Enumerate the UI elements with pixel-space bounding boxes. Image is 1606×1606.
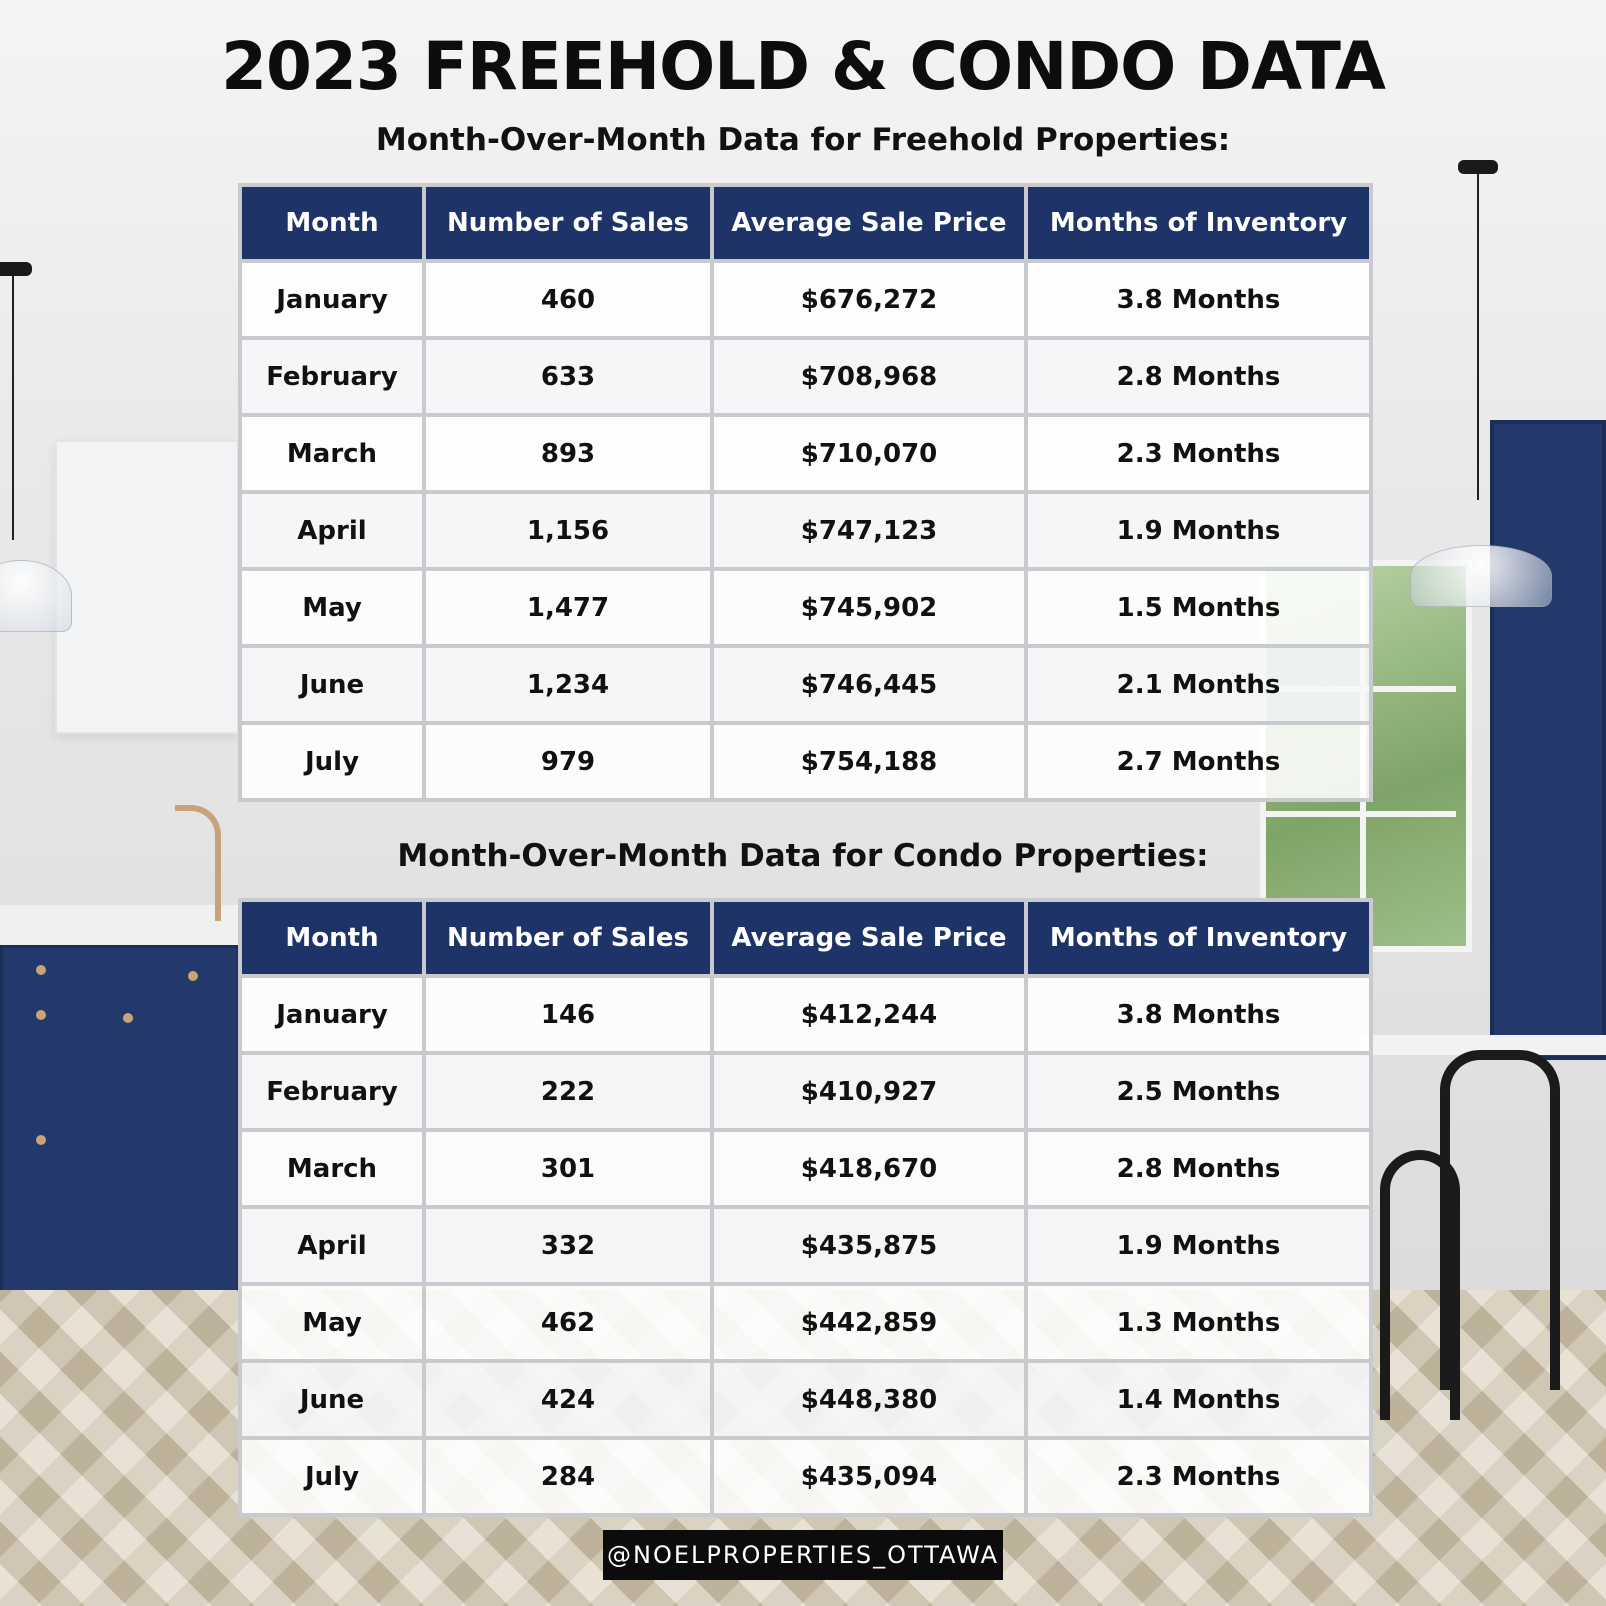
month-cell: May (240, 1284, 424, 1361)
column-header-month: Month (240, 900, 424, 976)
table-row (240, 976, 1371, 1053)
price-cell: $442,859 (712, 1284, 1026, 1361)
price-cell: $745,902 (712, 569, 1026, 646)
table-header-row (240, 185, 1371, 261)
sales-cell: 633 (424, 338, 712, 415)
table-row (240, 1053, 1371, 1130)
inventory-cell: 2.3 Months (1026, 1438, 1371, 1515)
month-cell: February (240, 338, 424, 415)
background-chair (1380, 1150, 1460, 1420)
pendant-cord (12, 270, 14, 540)
inventory-cell: 2.1 Months (1026, 646, 1371, 723)
price-cell: $448,380 (712, 1361, 1026, 1438)
inventory-cell: 1.9 Months (1026, 1207, 1371, 1284)
sales-cell: 222 (424, 1053, 712, 1130)
pendant-lamp-icon (1410, 545, 1552, 607)
inventory-cell: 1.9 Months (1026, 492, 1371, 569)
table-row (240, 1284, 1371, 1361)
month-cell: March (240, 1130, 424, 1207)
column-header-price: Average Sale Price (712, 185, 1026, 261)
month-cell: February (240, 1053, 424, 1130)
inventory-cell: 2.7 Months (1026, 723, 1371, 800)
table-row (240, 646, 1371, 723)
month-cell: March (240, 415, 424, 492)
column-header-month: Month (240, 185, 424, 261)
inventory-cell: 3.8 Months (1026, 261, 1371, 338)
price-cell: $676,272 (712, 261, 1026, 338)
price-cell: $746,445 (712, 646, 1026, 723)
month-cell: June (240, 1361, 424, 1438)
column-header-sales: Number of Sales (424, 185, 712, 261)
price-cell: $410,927 (712, 1053, 1026, 1130)
table-row (240, 1130, 1371, 1207)
inventory-cell: 1.4 Months (1026, 1361, 1371, 1438)
sales-cell: 301 (424, 1130, 712, 1207)
sales-cell: 1,234 (424, 646, 712, 723)
column-header-inventory: Months of Inventory (1026, 185, 1371, 261)
month-cell: June (240, 646, 424, 723)
condo-subtitle: Month-Over-Month Data for Condo Properties: (397, 838, 1209, 874)
sales-cell: 1,477 (424, 569, 712, 646)
column-header-price: Average Sale Price (712, 900, 1026, 976)
price-cell: $708,968 (712, 338, 1026, 415)
price-cell: $710,070 (712, 415, 1026, 492)
price-cell: $418,670 (712, 1130, 1026, 1207)
sales-cell: 284 (424, 1438, 712, 1515)
table-header-row (240, 900, 1371, 976)
condo-table (238, 898, 1373, 1517)
month-cell: July (240, 1438, 424, 1515)
table-row (240, 261, 1371, 338)
month-cell: May (240, 569, 424, 646)
month-cell: July (240, 723, 424, 800)
table-row (240, 569, 1371, 646)
price-cell: $754,188 (712, 723, 1026, 800)
inventory-cell: 2.8 Months (1026, 338, 1371, 415)
inventory-cell: 2.5 Months (1026, 1053, 1371, 1130)
background-upper-cabinet (55, 440, 239, 734)
social-handle: @NOELPROPERTIES_OTTAWA (603, 1530, 1003, 1580)
table-row (240, 1438, 1371, 1515)
price-cell: $747,123 (712, 492, 1026, 569)
month-cell: January (240, 261, 424, 338)
sales-cell: 424 (424, 1361, 712, 1438)
freehold-subtitle: Month-Over-Month Data for Freehold Properties: (375, 122, 1231, 158)
price-cell: $412,244 (712, 976, 1026, 1053)
column-header-sales: Number of Sales (424, 900, 712, 976)
inventory-cell: 1.5 Months (1026, 569, 1371, 646)
sales-cell: 893 (424, 415, 712, 492)
inventory-cell: 3.8 Months (1026, 976, 1371, 1053)
month-cell: April (240, 492, 424, 569)
sales-cell: 462 (424, 1284, 712, 1361)
column-header-inventory: Months of Inventory (1026, 900, 1371, 976)
price-cell: $435,875 (712, 1207, 1026, 1284)
freehold-table (238, 183, 1373, 802)
table-row (240, 723, 1371, 800)
month-cell: January (240, 976, 424, 1053)
inventory-cell: 2.8 Months (1026, 1130, 1371, 1207)
inventory-cell: 2.3 Months (1026, 415, 1371, 492)
price-cell: $435,094 (712, 1438, 1026, 1515)
table-row (240, 1207, 1371, 1284)
pendant-cord (1477, 170, 1479, 500)
sales-cell: 979 (424, 723, 712, 800)
pendant-cap (1458, 160, 1498, 174)
background-tall-cabinet (1490, 420, 1606, 1060)
sales-cell: 1,156 (424, 492, 712, 569)
table-row (240, 1361, 1371, 1438)
table-row (240, 415, 1371, 492)
month-cell: April (240, 1207, 424, 1284)
sales-cell: 460 (424, 261, 712, 338)
table-row (240, 338, 1371, 415)
pendant-cap (0, 262, 32, 276)
inventory-cell: 1.3 Months (1026, 1284, 1371, 1361)
page-title: 2023 FREEHOLD & CONDO DATA (221, 28, 1385, 105)
sales-cell: 146 (424, 976, 712, 1053)
background-lower-cabinet (0, 945, 240, 1305)
table-row (240, 492, 1371, 569)
sales-cell: 332 (424, 1207, 712, 1284)
